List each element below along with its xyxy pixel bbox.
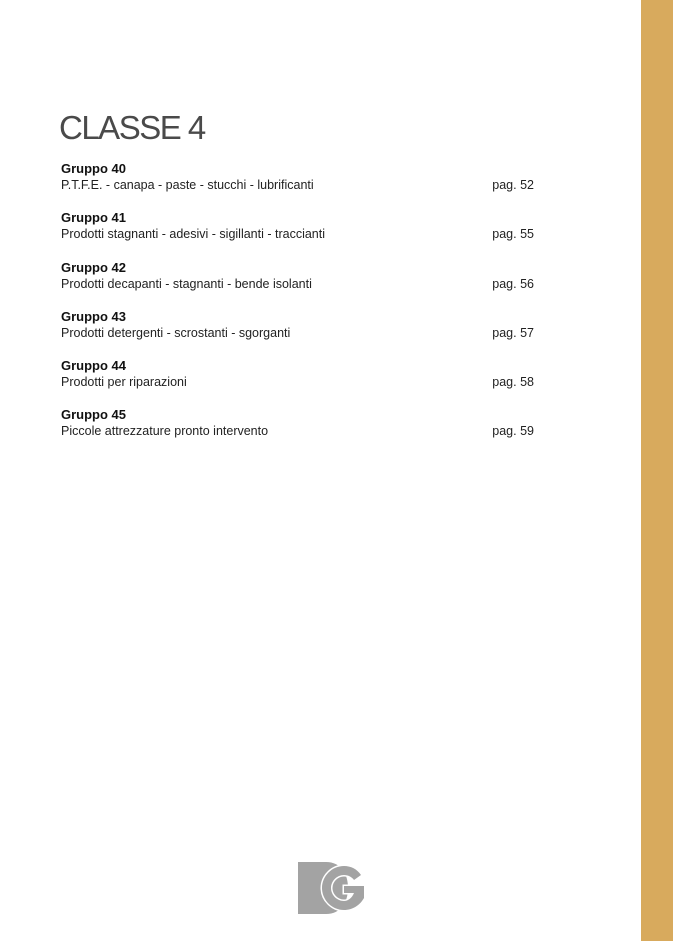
page-reference: pag. 57 bbox=[492, 325, 534, 340]
group-description: Prodotti stagnanti - adesivi - sigillanti - traccianti bbox=[61, 227, 326, 242]
group-label: Gruppo 41 bbox=[61, 210, 127, 226]
group-description: Piccole attrezzature pronto intervento bbox=[61, 424, 269, 439]
group-label: Gruppo 43 bbox=[61, 308, 127, 324]
page-reference: pag. 56 bbox=[492, 276, 534, 291]
group-description: Prodotti per riparazioni bbox=[61, 375, 187, 390]
table-of-contents bbox=[61, 161, 536, 457]
toc-entry-gruppo-43[interactable] bbox=[61, 309, 536, 358]
page-reference: pag. 52 bbox=[492, 178, 534, 192]
group-label: Gruppo 40 bbox=[61, 161, 127, 176]
side-color-band bbox=[641, 0, 673, 941]
toc-entry-gruppo-45[interactable] bbox=[61, 407, 536, 456]
group-description: P.T.F.E. - canapa - paste - stucchi - lubrificanti bbox=[61, 178, 314, 192]
page-reference: pag. 58 bbox=[492, 375, 534, 390]
page-title: CLASSE 4 bbox=[59, 109, 205, 146]
group-label: Gruppo 42 bbox=[61, 259, 127, 275]
group-description: Prodotti decapanti - stagnanti - bende isolanti bbox=[61, 276, 312, 291]
dg-logo-icon bbox=[298, 862, 370, 914]
page-reference: pag. 55 bbox=[492, 227, 534, 242]
toc-entry-gruppo-44[interactable] bbox=[61, 358, 536, 407]
toc-entry-gruppo-42[interactable] bbox=[61, 260, 536, 309]
toc-entry-gruppo-40[interactable] bbox=[61, 161, 536, 210]
page-reference: pag. 59 bbox=[492, 424, 534, 439]
group-label: Gruppo 45 bbox=[61, 407, 127, 423]
group-description: Prodotti detergenti - scrostanti - sgorganti bbox=[61, 325, 291, 340]
group-label: Gruppo 44 bbox=[61, 358, 127, 374]
toc-entry-gruppo-41[interactable] bbox=[61, 210, 536, 259]
